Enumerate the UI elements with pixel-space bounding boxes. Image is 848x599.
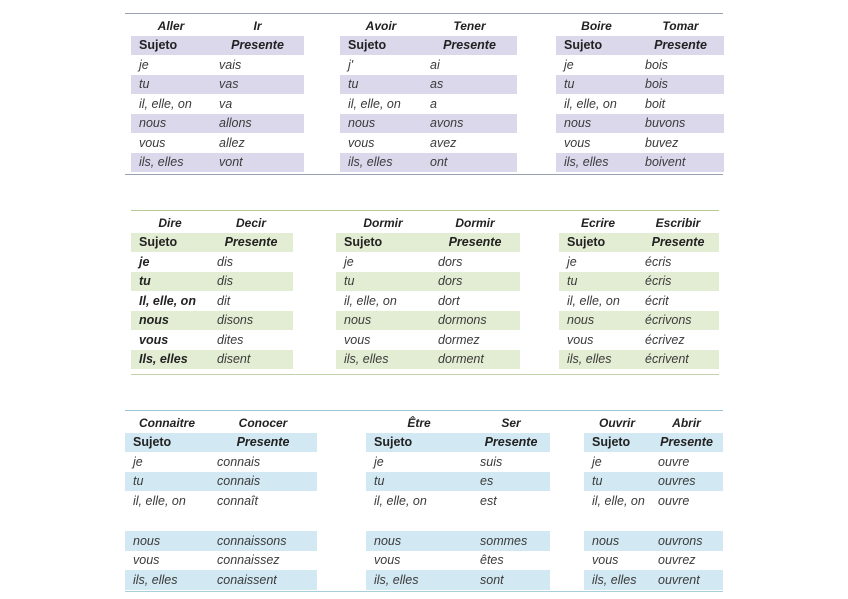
pronoun: je <box>139 254 150 269</box>
header-subject: Sujeto <box>584 433 650 453</box>
pronoun: tu <box>131 75 211 95</box>
pronoun: il, elle, on <box>564 96 617 111</box>
pronoun: Ils, elles <box>131 350 209 370</box>
conjugation-table-ecrire <box>559 213 719 369</box>
verb-fr: Boire <box>581 18 612 33</box>
verb-form: écris <box>645 254 672 269</box>
header-tense: Presente <box>209 233 293 253</box>
verb-form: êtes <box>480 553 504 568</box>
verb-form: as <box>422 75 517 95</box>
pronoun: vous <box>592 553 619 568</box>
pronoun: tu <box>584 472 650 492</box>
verb-es: Abrir <box>672 415 701 430</box>
pronoun: tu <box>336 272 430 292</box>
header-subject: Sujeto <box>556 36 637 56</box>
pronoun: il, elle, on <box>344 293 397 308</box>
verb-form: connaissez <box>217 553 280 568</box>
verb-fr: Ecrire <box>580 215 616 230</box>
pronoun: nous <box>131 114 211 134</box>
pronoun: nous <box>340 114 422 134</box>
verb-form: conaissent <box>209 570 317 590</box>
pronoun: vous <box>564 135 591 150</box>
pronoun: je <box>139 57 149 72</box>
header-tense: Presente <box>209 433 317 453</box>
verb-es: Decir <box>235 215 267 230</box>
pronoun: tu <box>131 272 209 292</box>
pronoun: nous <box>131 311 209 331</box>
conjugation-table-etre <box>366 413 550 590</box>
verb-form: disent <box>209 350 293 370</box>
verb-form: vas <box>211 75 304 95</box>
pronoun: il, elle, on <box>348 96 401 111</box>
conjugation-table-dormir <box>336 213 520 369</box>
verb-form: écrivez <box>645 332 685 347</box>
pronoun: ils, elles <box>559 350 637 370</box>
group-bottom-line-2 <box>131 374 719 375</box>
group-bottom-line-3 <box>125 591 723 592</box>
pronoun: je <box>374 454 384 469</box>
verb-form: buvons <box>637 114 724 134</box>
verb-form: dors <box>438 254 463 269</box>
verb-form: ouvrent <box>650 570 723 590</box>
verb-es: Ser <box>501 415 521 430</box>
verb-form: dorment <box>430 350 520 370</box>
verb-form: ouvre <box>658 454 690 469</box>
verb-form: ai <box>430 57 440 72</box>
verb-form: écrivent <box>637 350 719 370</box>
verb-form: ouvrez <box>658 553 696 568</box>
header-tense: Presente <box>211 36 304 56</box>
verb-es: Dormir <box>455 215 495 230</box>
verb-form: buvez <box>645 135 679 150</box>
pronoun: nous <box>366 531 472 551</box>
pronoun: ils, elles <box>584 570 650 590</box>
pronoun: il, elle, on <box>139 96 192 111</box>
verb-fr: Aller <box>157 18 185 33</box>
group-top-line-3 <box>125 410 723 411</box>
verb-form: connaissons <box>209 531 317 551</box>
group-bottom-line-1 <box>125 174 723 175</box>
pronoun: ils, elles <box>340 153 422 173</box>
verb-es: Ir <box>253 18 262 33</box>
pronoun: je <box>592 454 602 469</box>
verb-form: dites <box>217 332 244 347</box>
verb-form: dit <box>217 293 231 308</box>
pronoun: nous <box>584 531 650 551</box>
verb-form: écrit <box>645 293 669 308</box>
pronoun: ils, elles <box>125 570 209 590</box>
verb-fr: Être <box>407 415 431 430</box>
pronoun: je <box>344 254 354 269</box>
pronoun: vous <box>139 135 166 150</box>
pronoun: tu <box>366 472 472 492</box>
verb-form: écris <box>637 272 719 292</box>
pronoun: tu <box>559 272 637 292</box>
pronoun: vous <box>344 332 371 347</box>
verb-es: Escribir <box>655 215 701 230</box>
verb-form: dis <box>217 254 233 269</box>
group-top-line-1 <box>125 13 723 14</box>
pronoun: tu <box>125 472 209 492</box>
verb-form: avez <box>430 135 457 150</box>
header-subject: Sujeto <box>131 36 211 56</box>
verb-form: va <box>219 96 233 111</box>
header-tense: Presente <box>650 433 723 453</box>
verb-form: bois <box>645 57 668 72</box>
verb-fr: Avoir <box>365 18 397 33</box>
pronoun: vous <box>133 553 160 568</box>
verb-form: connaît <box>217 494 259 508</box>
pronoun: il, elle, on <box>374 494 427 508</box>
pronoun: vous <box>374 553 401 568</box>
verb-form: ouvre <box>658 494 690 508</box>
pronoun: vous <box>567 332 594 347</box>
verb-form: sont <box>472 570 550 590</box>
header-tense: Presente <box>472 433 550 453</box>
header-subject: Sujeto <box>131 233 209 253</box>
header-tense: Presente <box>430 233 520 253</box>
header-subject: Sujeto <box>336 233 430 253</box>
verb-form: a <box>430 96 437 111</box>
pronoun: il, elle, on <box>133 494 186 508</box>
pronoun: ils, elles <box>336 350 430 370</box>
verb-form: est <box>480 494 497 508</box>
verb-fr: Connaitre <box>138 415 195 430</box>
pronoun: nous <box>125 531 209 551</box>
pronoun: tu <box>340 75 422 95</box>
pronoun: nous <box>336 311 430 331</box>
conjugation-table-boire <box>556 16 724 172</box>
header-tense: Presente <box>637 233 719 253</box>
verb-form: boivent <box>637 153 724 173</box>
conjugation-table-ouvrir <box>584 413 723 590</box>
pronoun: je <box>133 454 143 469</box>
group-top-line-2 <box>131 210 719 211</box>
verb-form: allons <box>211 114 304 134</box>
header-subject: Sujeto <box>340 36 422 56</box>
pronoun: ils, elles <box>556 153 637 173</box>
header-subject: Sujeto <box>366 433 472 453</box>
pronoun: il, elle, on <box>567 293 620 308</box>
pronoun: vous <box>139 332 169 347</box>
verb-es: Conocer <box>238 415 288 430</box>
verb-form: écrivons <box>637 311 719 331</box>
pronoun: je <box>567 254 577 269</box>
pronoun: j' <box>348 57 354 72</box>
pronoun: je <box>564 57 574 72</box>
verb-form: boit <box>645 96 666 111</box>
header-subject: Sujeto <box>125 433 209 453</box>
verb-form: ouvres <box>650 472 723 492</box>
header-subject: Sujeto <box>559 233 637 253</box>
verb-form: ont <box>422 153 517 173</box>
header-tense: Presente <box>422 36 517 56</box>
verb-form: avons <box>422 114 517 134</box>
pronoun: vous <box>348 135 375 150</box>
verb-form: connais <box>209 472 317 492</box>
verb-form: disons <box>209 311 293 331</box>
pronoun: nous <box>556 114 637 134</box>
verb-form: vais <box>219 57 242 72</box>
pronoun: nous <box>559 311 637 331</box>
verb-es: Tener <box>453 18 486 33</box>
verb-fr: Dormir <box>363 215 403 230</box>
verb-form: ouvrons <box>650 531 723 551</box>
verb-form: dors <box>430 272 520 292</box>
verb-form: dort <box>438 293 460 308</box>
verb-form: dis <box>209 272 293 292</box>
conjugation-table-dire <box>131 213 293 369</box>
conjugation-table-avoir <box>340 16 517 172</box>
verb-form: suis <box>480 454 503 469</box>
pronoun: ils, elles <box>366 570 472 590</box>
conjugation-table-connaitre <box>125 413 317 590</box>
pronoun: tu <box>556 75 637 95</box>
header-tense: Presente <box>637 36 724 56</box>
verb-fr: Ouvrir <box>598 415 635 430</box>
pronoun: ils, elles <box>131 153 211 173</box>
verb-es: Tomar <box>662 18 699 33</box>
verb-form: dormons <box>430 311 520 331</box>
conjugation-table-aller <box>131 16 304 172</box>
verb-form: connais <box>217 454 261 469</box>
verb-fr: Dire <box>158 215 182 230</box>
verb-form: bois <box>637 75 724 95</box>
verb-form: dormez <box>438 332 480 347</box>
verb-form: sommes <box>472 531 550 551</box>
verb-form: allez <box>219 135 245 150</box>
verb-form: es <box>472 472 550 492</box>
pronoun: il, elle, on <box>592 494 645 508</box>
pronoun: Il, elle, on <box>139 293 196 308</box>
verb-form: vont <box>211 153 304 173</box>
